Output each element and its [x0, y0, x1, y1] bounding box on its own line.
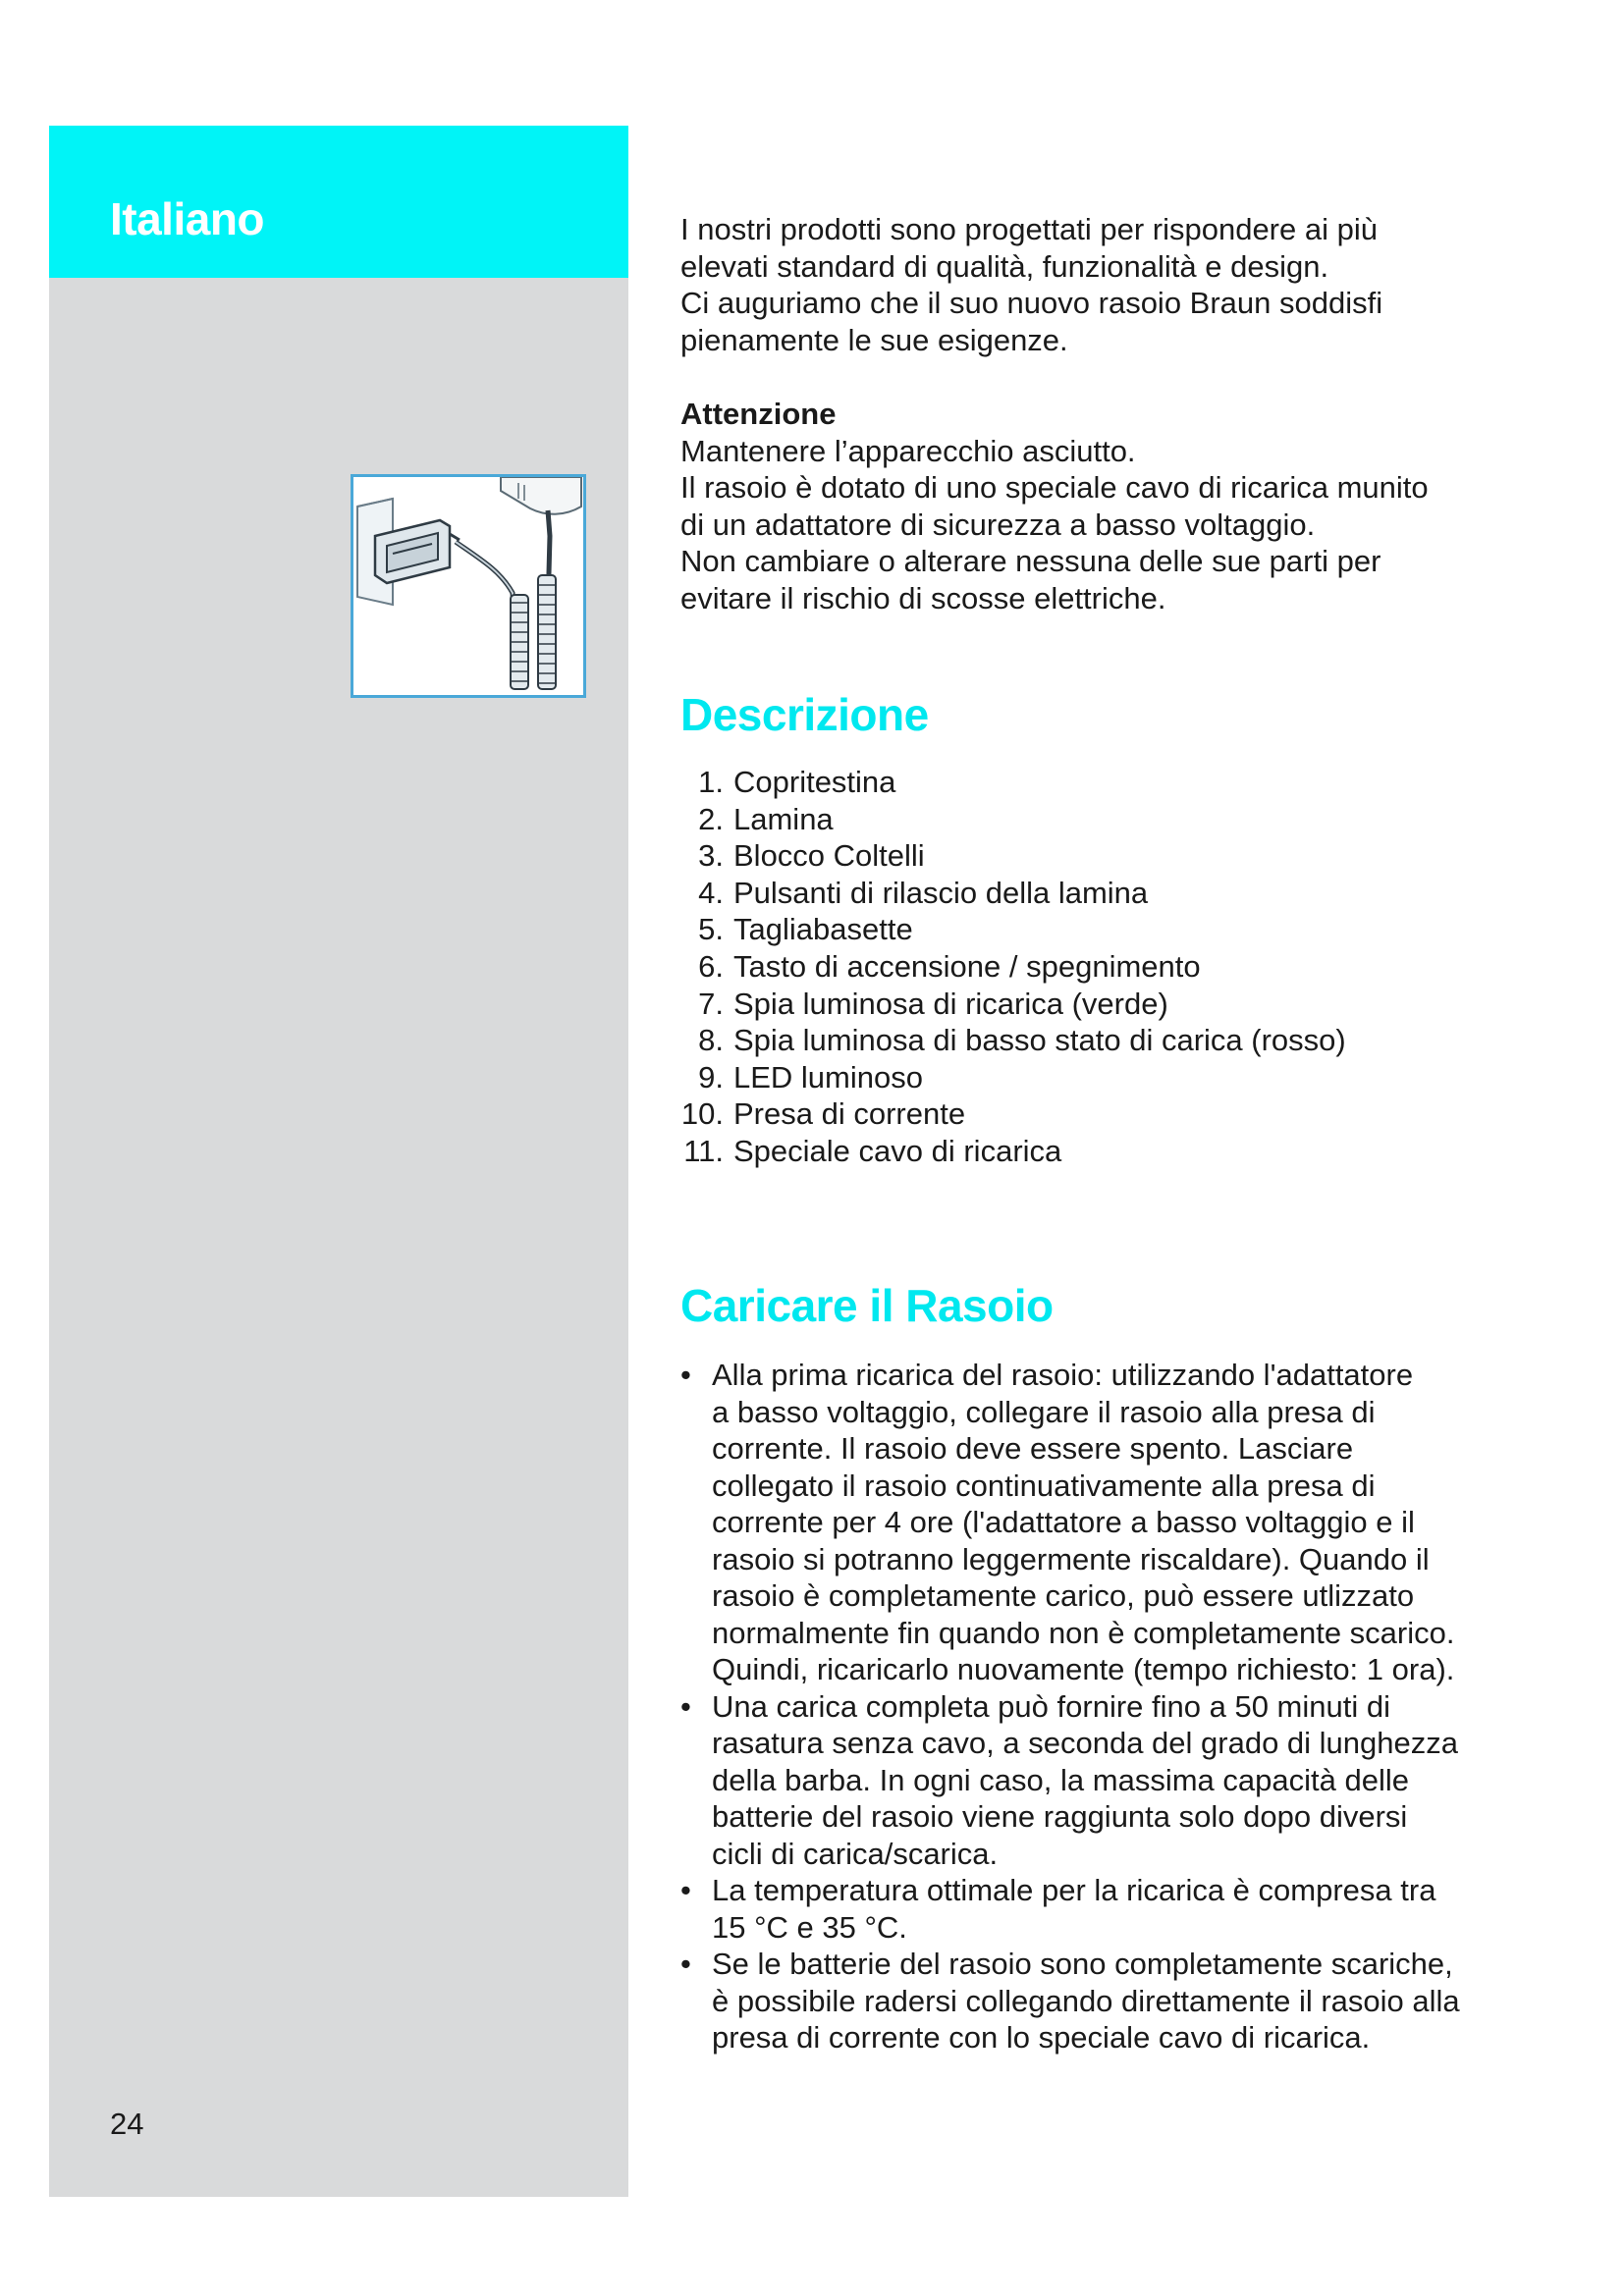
list-item: [680, 1059, 1346, 1096]
list-item: [680, 986, 1346, 1023]
warning-line: Mantenere l’apparecchio asciutto.: [680, 433, 1136, 468]
list-item: [680, 801, 1346, 838]
bullet-line: corrente. Il rasoio deve essere spento. Lasciare: [712, 1431, 1354, 1466]
warning-line: Non cambiare o alterare nessuna delle sue parti per: [680, 544, 1381, 578]
bullet-line: Alla prima ricarica del rasoio: utilizzando l'adattatore: [712, 1358, 1414, 1392]
bullet-dot: •: [680, 1688, 691, 1724]
bullet-line: Una carica completa può fornire fino a 50 minuti di: [712, 1688, 1390, 1724]
bullet-dot: •: [680, 1947, 691, 1981]
list-item: [680, 1133, 1346, 1170]
list-item: [680, 764, 1346, 801]
bullet-line: Se le batterie del rasoio sono completamente scariche,: [712, 1947, 1453, 1981]
list-item: [680, 911, 1346, 948]
item-label: Tagliabasette: [733, 912, 913, 947]
item-number: 8.: [698, 1023, 724, 1058]
intro-line: I nostri prodotti sono progettati per rispondere ai più: [680, 212, 1378, 246]
warning-line: evitare il rischio di scosse elettriche.: [680, 580, 1166, 615]
item-label: Speciale cavo di ricarica: [733, 1133, 1062, 1168]
charging-bullets: [680, 1357, 1544, 2056]
warning-line: di un adattatore di sicurezza a basso voltaggio.: [680, 507, 1316, 542]
intro-line: Ci auguriamo che il suo nuovo rasoio Braun soddisfi: [680, 286, 1383, 320]
item-number: 6.: [698, 948, 724, 984]
list-item: [680, 837, 1346, 875]
bullet-line: collegato il rasoio continuativamente alla presa di: [712, 1468, 1376, 1503]
item-number: 1.: [698, 765, 724, 799]
warning-paragraph: [680, 396, 1564, 616]
item-label: Presa di corrente: [733, 1096, 966, 1132]
warning-title: Attenzione: [680, 397, 837, 431]
charging-heading: Caricare il Rasoio: [680, 1280, 1054, 1331]
bullet-item: [680, 1688, 1544, 1873]
bullet-line: Quindi, ricaricarlo nuovamente (tempo richiesto: 1 ora).: [712, 1652, 1455, 1686]
parts-list: [680, 764, 1346, 1170]
item-number: 11.: [683, 1133, 724, 1168]
bullet-line: La temperatura ottimale per la ricarica è compresa tra: [712, 1873, 1436, 1907]
description-heading: Descrizione: [680, 689, 929, 740]
bullet-line: cicli di carica/scarica.: [712, 1836, 999, 1871]
bullet-line: presa di corrente con lo speciale cavo di ricarica.: [712, 2020, 1371, 2055]
item-label: Pulsanti di rilascio della lamina: [733, 875, 1149, 910]
bullet-line: a basso voltaggio, collegare il rasoio alla presa di: [712, 1394, 1376, 1429]
item-label: Spia luminosa di basso stato di carica (rosso): [733, 1023, 1346, 1058]
warning-line: Il rasoio è dotato di uno speciale cavo di ricarica munito: [680, 470, 1429, 505]
bullet-line: della barba. In ogni caso, la massima capacità delle: [712, 1762, 1409, 1797]
item-label: Copritestina: [733, 765, 896, 799]
page-number: 24: [110, 2107, 144, 2141]
item-label: LED luminoso: [733, 1059, 923, 1095]
bullet-line: rasoio si potranno leggermente riscaldare). Quando il: [712, 1541, 1430, 1576]
bullet-line: è possibile radersi collegando direttamente il rasoio alla: [712, 1983, 1460, 2018]
bullet-item: [680, 1357, 1544, 1688]
item-label: Spia luminosa di ricarica (verde): [733, 986, 1168, 1021]
list-item: [680, 1095, 1346, 1133]
bullet-item: [680, 1872, 1544, 1946]
item-label: Lamina: [733, 801, 834, 836]
bullet-dot: •: [680, 1358, 691, 1392]
item-number: 2.: [698, 801, 724, 836]
item-label: Tasto di accensione / spegnimento: [733, 948, 1201, 984]
item-number: 4.: [698, 875, 724, 910]
bullet-item: [680, 1946, 1544, 2056]
bullet-line: batterie del rasoio viene raggiunta solo dopo diversi: [712, 1799, 1408, 1834]
item-number: 7.: [698, 986, 724, 1021]
intro-paragraph: [680, 211, 1564, 358]
bullet-line: corrente per 4 ore (l'adattatore a basso voltaggio e il: [712, 1505, 1415, 1539]
sidebar-panel: [49, 126, 628, 2197]
bullet-line: rasoio è completamente carico, può essere utlizzato: [712, 1578, 1415, 1613]
intro-line: elevati standard di qualità, funzionalità e design.: [680, 248, 1329, 284]
charging-plug-cable-illustration: [351, 474, 586, 698]
bullet-line: 15 °C e 35 °C.: [712, 1909, 907, 1945]
list-item: [680, 948, 1346, 986]
item-number: 9.: [698, 1059, 724, 1095]
item-number: 10.: [680, 1096, 724, 1132]
bullet-line: rasatura senza cavo, a seconda del grado di lunghezza: [712, 1726, 1458, 1760]
language-title: Italiano: [110, 193, 265, 244]
list-item: [680, 1022, 1346, 1059]
item-label: Blocco Coltelli: [733, 838, 925, 874]
list-item: [680, 875, 1346, 912]
bullet-line: normalmente fin quando non è completamente scarico.: [712, 1615, 1455, 1650]
item-number: 5.: [698, 912, 724, 947]
item-number: 3.: [698, 838, 724, 874]
bullet-dot: •: [680, 1873, 691, 1907]
intro-line: pienamente le sue esigenze.: [680, 322, 1068, 357]
